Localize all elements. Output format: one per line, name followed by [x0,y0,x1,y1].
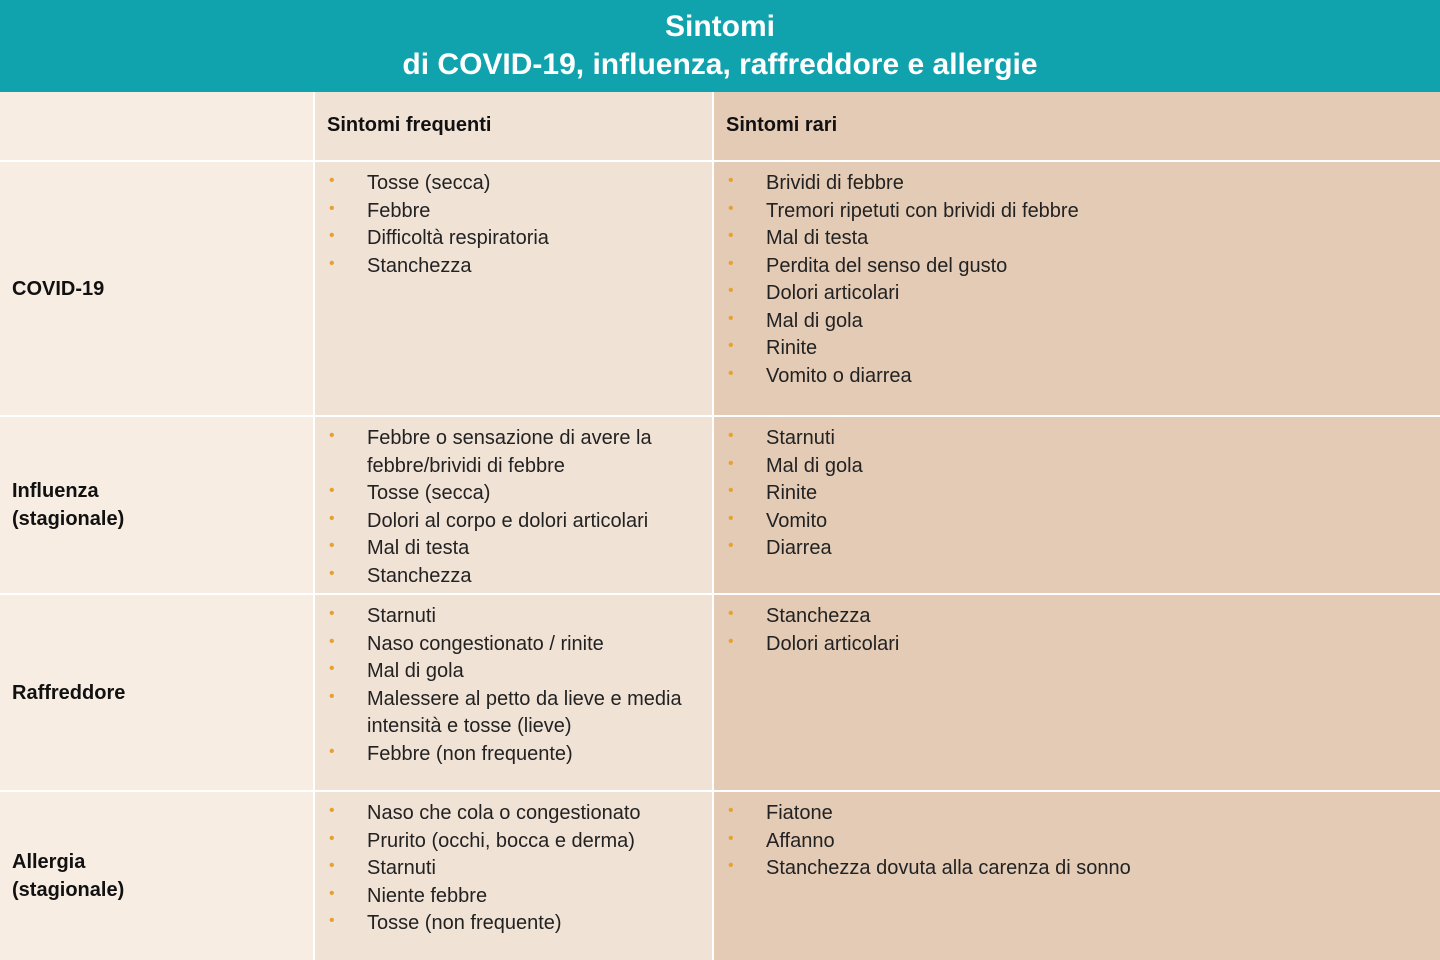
table-row [0,160,1440,415]
symptom-text: Fiatone [766,802,833,824]
list-item [329,603,704,631]
rare-symptoms-list [714,162,1440,390]
frequent-symptoms-cell [313,160,712,415]
bullet-icon: • [329,172,335,189]
symptom-text: Dolori articolari [766,282,900,304]
row-label: Influenza (stagionale) [12,480,125,530]
symptom-text: Vomito [766,509,828,532]
bullet-icon: • [728,427,734,444]
list-item [329,170,704,198]
list-item [728,335,1432,363]
row-label-cell [0,160,313,415]
header-cell-frequent [313,92,712,160]
bullet-icon: • [728,282,734,299]
bullet-icon: • [728,309,734,327]
frequent-symptoms-list [315,792,712,938]
list-item [329,253,704,281]
symptom-text: Tremori ripetuti con brividi di febbre [766,199,1079,222]
symptom-text: Mal di testa [766,227,869,249]
symptom-text: Starnuti [367,605,436,627]
symptom-text: Febbre o sensazione di avere la febbre/brividi di febbre [367,427,652,477]
symptom-text: Tosse (secca) [367,172,491,194]
row-label: Raffreddore [12,681,126,704]
row-label: COVID-19 [12,277,105,300]
list-item [329,800,704,828]
bullet-icon: • [329,742,335,760]
title-line-2: di COVID-19, influenza, raffreddore e allergie [402,48,1038,81]
bullet-icon: • [728,605,734,622]
symptoms-table [0,92,1440,960]
bullet-icon: • [329,427,335,444]
bullet-icon: • [329,227,335,244]
symptom-text: Mal di testa [367,537,470,559]
list-item [728,253,1432,281]
rare-symptoms-cell [712,160,1440,415]
symptom-text: Rinite [766,482,818,504]
table-row [0,415,1440,593]
list-item [728,828,1432,856]
bullet-icon: • [728,632,734,650]
bullet-icon: • [329,509,335,527]
list-item [329,855,704,883]
bullet-icon: • [728,364,734,382]
list-item [728,225,1432,253]
symptom-text: Mal di gola [766,454,863,477]
bullet-icon: • [329,857,335,874]
symptom-text: Brividi di febbre [766,172,904,194]
list-item [728,535,1432,563]
header-cell-rare [712,92,1440,160]
list-item [329,425,704,480]
row-label-cell [0,790,313,960]
list-item [329,535,704,563]
bullet-icon: • [329,482,335,499]
bullet-icon: • [329,829,335,847]
list-item [329,883,704,911]
table-row [0,593,1440,790]
list-item [728,855,1432,883]
symptom-text: Perdita del senso del gusto [766,254,1008,277]
symptom-text: Dolori articolari [766,632,900,655]
list-item [728,363,1432,391]
symptom-text: Diarrea [766,537,832,559]
list-item [728,308,1432,336]
symptom-text: Tosse (non frequente) [367,912,562,934]
bullet-icon: • [728,802,734,819]
frequent-symptoms-cell [313,790,712,960]
list-item [329,508,704,536]
list-item [329,563,704,591]
list-item [329,198,704,226]
symptom-text: Affanno [766,829,835,852]
row-label-cell [0,593,313,790]
list-item [728,800,1432,828]
symptom-text: Dolori al corpo e dolori articolari [367,509,649,532]
symptom-text: Vomito o diarrea [766,364,912,387]
title-banner [0,0,1440,92]
list-item [329,631,704,659]
symptom-text: Naso congestionato / rinite [367,632,604,655]
bullet-icon: • [728,482,734,499]
symptom-text: Tosse (secca) [367,482,491,504]
list-item [329,686,704,741]
frequent-symptoms-cell [313,415,712,593]
symptom-text: Starnuti [766,427,835,449]
symptom-text: Mal di gola [766,309,863,332]
list-item [728,631,1432,659]
bullet-icon: • [329,537,335,554]
symptom-text: Prurito (occhi, bocca e derma) [367,829,635,852]
list-item [329,480,704,508]
symptom-text: Starnuti [367,857,436,879]
bullet-icon: • [728,199,734,217]
frequent-symptoms-cell [313,593,712,790]
symptom-text: Malessere al petto da lieve e media intensità e tosse (lieve) [367,687,682,737]
list-item [728,480,1432,508]
header-cell-empty [0,92,313,160]
bullet-icon: • [728,337,734,354]
list-item [728,508,1432,536]
symptom-text: Febbre (non frequente) [367,742,573,765]
row-label: Allergia (stagionale) [12,851,125,901]
rare-symptoms-list [714,417,1440,563]
bullet-icon: • [728,254,734,272]
bullet-icon: • [728,227,734,244]
header-frequent-label: Sintomi frequenti [327,114,492,136]
symptom-text: Stanchezza [367,564,472,587]
frequent-symptoms-list [315,417,712,590]
symptom-text: Naso che cola o congestionato [367,802,641,824]
symptom-text: Rinite [766,337,818,359]
symptom-text: Stanchezza [367,254,472,277]
list-item [329,741,704,769]
symptom-text: Niente febbre [367,884,488,907]
symptom-text: Stanchezza dovuta alla carenza di sonno [766,857,1131,879]
title-line-1: Sintomi [665,10,775,43]
table-row [0,790,1440,960]
bullet-icon: • [329,802,335,819]
rare-symptoms-list [714,595,1440,658]
list-item [329,910,704,938]
bullet-icon: • [728,172,734,189]
row-label-cell [0,415,313,593]
symptom-text: Stanchezza [766,605,871,627]
table-header-row [0,92,1440,160]
rare-symptoms-cell [712,790,1440,960]
bullet-icon: • [728,454,734,472]
bullet-icon: • [329,632,335,650]
bullet-icon: • [329,660,335,677]
list-item [728,198,1432,226]
list-item [329,658,704,686]
bullet-icon: • [329,687,335,705]
list-item [728,603,1432,631]
rare-symptoms-cell [712,415,1440,593]
symptom-text: Difficoltà respiratoria [367,227,549,249]
list-item [329,225,704,253]
frequent-symptoms-list [315,162,712,280]
symptom-text: Mal di gola [367,660,464,682]
symptom-text: Febbre [367,199,431,222]
bullet-icon: • [329,912,335,929]
list-item [728,280,1432,308]
bullet-icon: • [728,509,734,527]
header-rare-label: Sintomi rari [726,114,838,136]
list-item [329,828,704,856]
list-item [728,170,1432,198]
rare-symptoms-cell [712,593,1440,790]
bullet-icon: • [728,857,734,874]
bullet-icon: • [329,884,335,902]
bullet-icon: • [329,564,335,582]
frequent-symptoms-list [315,595,712,768]
bullet-icon: • [329,605,335,622]
bullet-icon: • [329,199,335,217]
list-item [728,425,1432,453]
bullet-icon: • [329,254,335,272]
rare-symptoms-list [714,792,1440,883]
bullet-icon: • [728,829,734,847]
list-item [728,453,1432,481]
bullet-icon: • [728,537,734,554]
